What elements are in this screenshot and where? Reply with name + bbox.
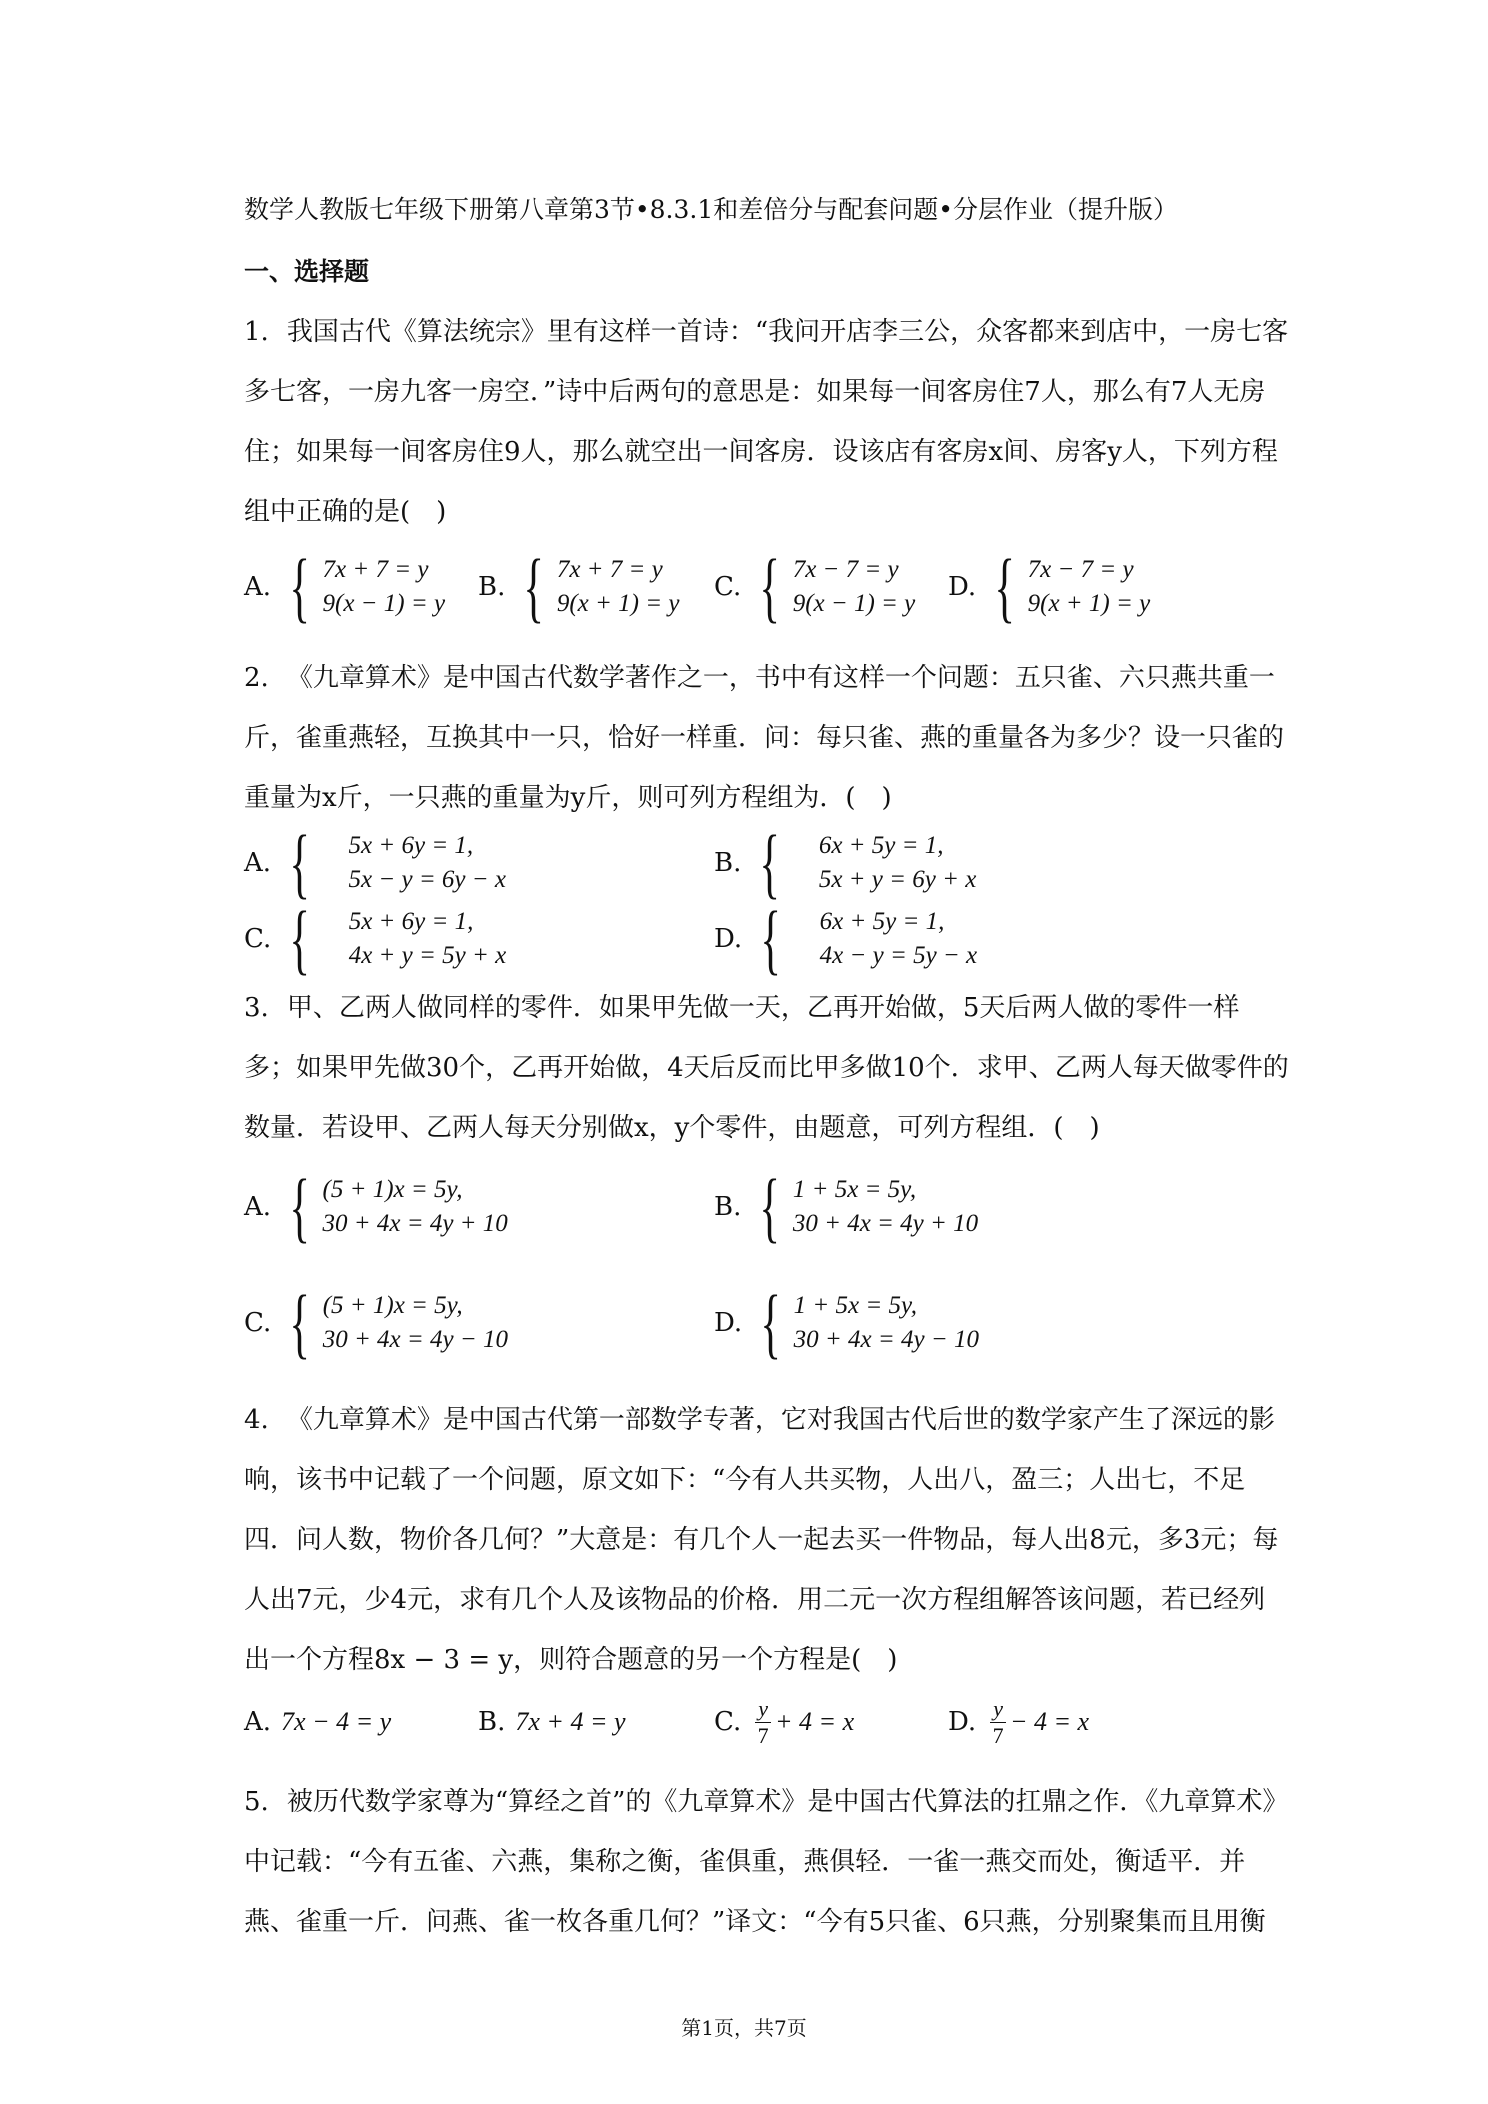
question-number: 1.: [244, 317, 269, 347]
fraction: $\frac{y}{7}$: [990, 1696, 1006, 1749]
q4-option-c[interactable]: C. $\frac{y}{7}$ + 4 = x: [714, 1695, 855, 1748]
question-text: 甲、乙两人做同样的零件．如果甲先做一天，乙再开始做，5天后两人做的零件一样多；如果甲先做30个，乙再开始做，4天后反而比甲多做10个．求甲、乙两人每天做零件的数量．若设甲、乙两人每天分别做x，y个零件，由题意，可列方程组．( ): [244, 993, 1289, 1143]
q1-option-c[interactable]: C. { 7x − 7 = y 9(x − 1) = y: [714, 543, 916, 630]
q4-option-b[interactable]: B. 7x + 4 = y: [478, 1707, 626, 1737]
question-number: 3.: [244, 993, 269, 1023]
brace-icon: {: [289, 895, 311, 982]
q2-option-b[interactable]: B. { 6x + 5y = 1, 5x + y = 6y + x: [714, 819, 977, 906]
brace-icon: {: [760, 895, 782, 982]
brace-icon: {: [994, 543, 1016, 630]
q1-option-a[interactable]: A. { 7x + 7 = y 9(x − 1) = y: [244, 543, 446, 630]
brace-icon: {: [289, 1163, 311, 1250]
question-5: [244, 1772, 1289, 1952]
question-text: 我国古代《算法统宗》里有这样一首诗：“我问开店李三公，众客都来到店中，一房七客多七客，一房九客一房空．”诗中后两句的意思是：如果每一间客房住7人，那么有7人无房住；如果每一间客房住9人，那么就空出一间客房．设该店有客房x间、房客y人，下列方程组中正确的是( ): [244, 317, 1289, 527]
q2-option-d[interactable]: D. { 6x + 5y = 1, 4x − y = 5y − x: [714, 895, 978, 982]
brace-icon: {: [289, 1279, 311, 1366]
brace-icon: {: [759, 1163, 781, 1250]
page-footer: 第1页，共7页: [681, 2016, 807, 2040]
q2-option-a[interactable]: A. { 5x + 6y = 1, 5x − y = 6y − x: [244, 819, 506, 906]
question-text: 《九章算术》是中国古代数学著作之一，书中有这样一个问题：五只雀、六只燕共重一斤，雀重燕轻，互换其中一只，恰好一样重．问：每只雀、燕的重量各为多少？设一只雀的重量为x斤，一只燕的重量为y斤，则可列方程组为．( ): [244, 663, 1285, 813]
brace-icon: {: [289, 819, 311, 906]
q3-option-b[interactable]: B. { 1 + 5x = 5y, 30 + 4x = 4y + 10: [714, 1163, 979, 1250]
q4-option-a[interactable]: A. 7x − 4 = y: [244, 1707, 392, 1737]
brace-icon: {: [759, 819, 781, 906]
question-3: [244, 978, 1289, 1158]
document-title: 数学人教版七年级下册第八章第3节•8.3.1和差倍分与配套问题•分层作业（提升版）: [244, 195, 1179, 224]
section-heading: 一、选择题: [244, 257, 370, 286]
fraction: $\frac{y}{7}$: [755, 1696, 771, 1749]
brace-icon: {: [760, 1279, 782, 1366]
q4-option-d[interactable]: D. $\frac{y}{7}$ − 4 = x: [948, 1695, 1090, 1748]
q3-option-a[interactable]: A. { (5 + 1)x = 5y, 30 + 4x = 4y + 10: [244, 1163, 508, 1250]
q1-option-b[interactable]: B. { 7x + 7 = y 9(x + 1) = y: [478, 543, 680, 630]
brace-icon: {: [759, 543, 781, 630]
question-2: [244, 648, 1289, 828]
q3-option-d[interactable]: D. { 1 + 5x = 5y, 30 + 4x = 4y − 10: [714, 1279, 979, 1366]
q2-option-c[interactable]: C. { 5x + 6y = 1, 4x + y = 5y + x: [244, 895, 507, 982]
brace-icon: {: [523, 543, 545, 630]
question-1: [244, 302, 1289, 542]
question-text: 《九章算术》是中国古代第一部数学专著，它对我国古代后世的数学家产生了深远的影响，该书中记载了一个问题，原文如下：“今有人共买物，人出八，盈三；人出七，不足四．问人数，物价各几何？”大意是：有几个人一起去买一件物品，每人出8元，多3元；每人出7元，少4元，求有几个人及该物品的价格．用二元一次方程组解答该问题，若已经列出一个方程8x − 3 = y，则符合题意的另一个方程是( ): [244, 1405, 1279, 1675]
question-number: 2.: [244, 663, 269, 693]
question-text: 被历代数学家尊为“算经之首”的《九章算术》是中国古代算法的扛鼎之作．《九章算术》中记载：“今有五雀、六燕，集称之衡，雀俱重，燕俱轻．一雀一燕交而处，衡适平．并燕、雀重一斤．问燕、雀一枚各重几何？”译文：“今有5只雀、6只燕，分别聚集而且用衡: [244, 1787, 1289, 1937]
question-number: 5.: [244, 1787, 269, 1817]
question-number: 4.: [244, 1405, 269, 1435]
q1-option-d[interactable]: D. { 7x − 7 = y 9(x + 1) = y: [948, 543, 1151, 630]
q3-option-c[interactable]: C. { (5 + 1)x = 5y, 30 + 4x = 4y − 10: [244, 1279, 508, 1366]
brace-icon: {: [289, 543, 311, 630]
question-4: [244, 1390, 1289, 1690]
